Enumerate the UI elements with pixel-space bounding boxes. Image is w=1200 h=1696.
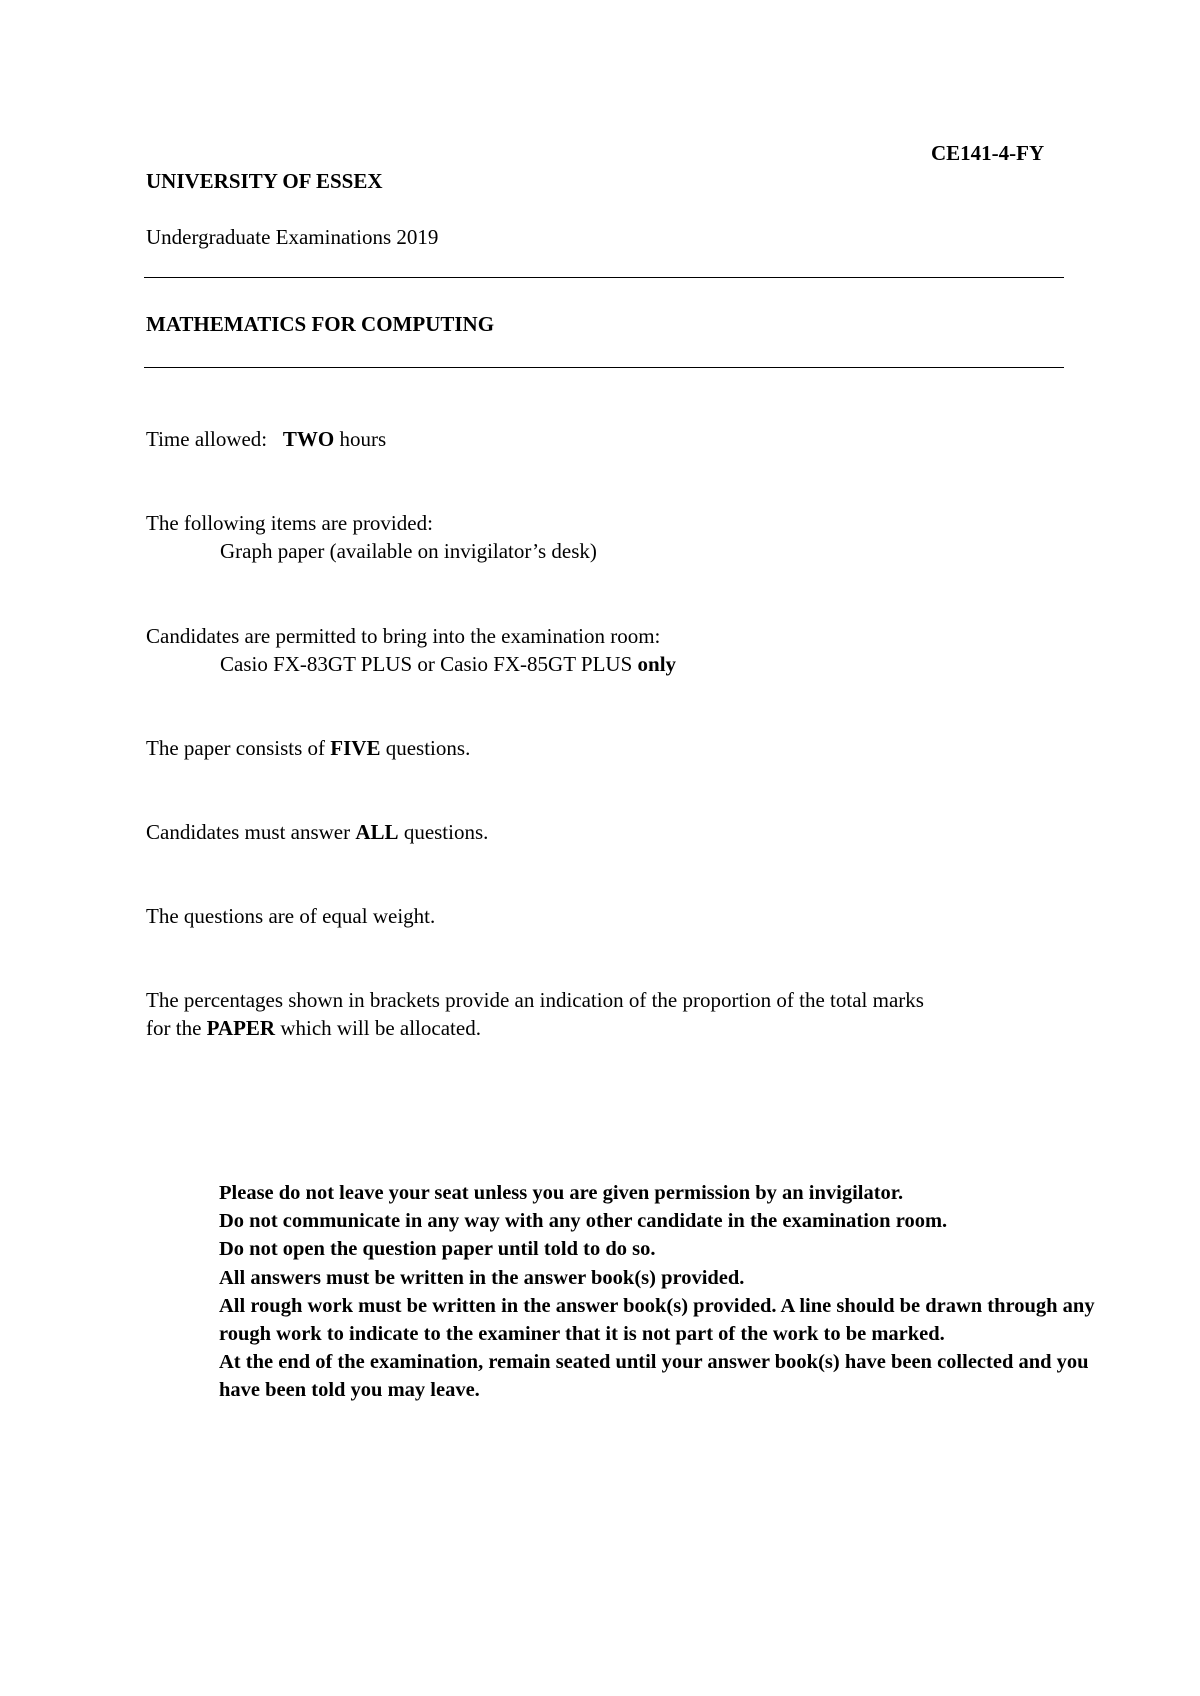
paper-title: MATHEMATICS FOR COMPUTING <box>146 312 495 336</box>
rule-item: All answers must be written in the answer book(s) provided. <box>219 1266 745 1289</box>
question-count-prefix: The paper consists of <box>146 736 326 760</box>
rule-item: At the end of the examination, remain seated until your answer book(s) have been collected and you have been told you may leave. <box>219 1351 1089 1402</box>
percentages-prefix: for the <box>146 1016 202 1040</box>
exam-rules <box>219 1179 1099 1405</box>
time-allowed-unit: hours <box>339 427 387 451</box>
answer-instruction-prefix: Candidates must answer <box>146 820 351 844</box>
items-provided-item: Graph paper (available on invigilator’s desk) <box>220 539 597 563</box>
exam-session: Undergraduate Examinations 2019 <box>146 225 439 249</box>
university-name: UNIVERSITY OF ESSEX <box>146 169 383 193</box>
permitted-items-line <box>220 650 676 678</box>
time-allowed-label: Time allowed: <box>146 427 268 451</box>
percentages-line-2 <box>146 1014 481 1042</box>
answer-instruction <box>146 818 488 846</box>
top-divider <box>144 277 1064 278</box>
bottom-divider <box>144 367 1064 368</box>
rule-item: Do not communicate in any way with any other candidate in the examination room. <box>219 1210 948 1233</box>
answer-instruction-emphasis: ALL <box>355 820 399 844</box>
rule-item: Do not open the question paper until told to do so. <box>219 1238 656 1261</box>
question-count <box>146 734 470 762</box>
rule-item: Please do not leave your seat unless you are given permission by an invigilator. <box>219 1182 904 1204</box>
rule-item: All rough work must be written in the answer book(s) provided. A line should be drawn through any rough work to indicate to the examiner that it is not part of the work to be marked. <box>219 1294 1095 1346</box>
percentages-suffix: which will be allocated. <box>280 1016 481 1040</box>
permitted-emphasis: only <box>637 652 677 676</box>
answer-instruction-suffix: questions. <box>403 820 489 844</box>
weight-statement: The questions are of equal weight. <box>146 904 436 928</box>
time-allowed <box>146 425 386 453</box>
items-provided-heading: The following items are provided: <box>146 511 433 535</box>
question-count-number: FIVE <box>330 736 381 760</box>
course-code: CE141-4-FY <box>931 141 1045 165</box>
permitted-calculators: Casio FX-83GT PLUS or Casio FX-85GT PLUS <box>220 652 633 676</box>
permitted-items-heading: Candidates are permitted to bring into the examination room: <box>146 624 661 648</box>
question-count-suffix: questions. <box>385 736 471 760</box>
time-allowed-duration: TWO <box>282 427 335 451</box>
percentages-line-1: The percentages shown in brackets provide an indication of the proportion of the total marks <box>146 988 924 1012</box>
percentages-emphasis: PAPER <box>206 1016 276 1040</box>
